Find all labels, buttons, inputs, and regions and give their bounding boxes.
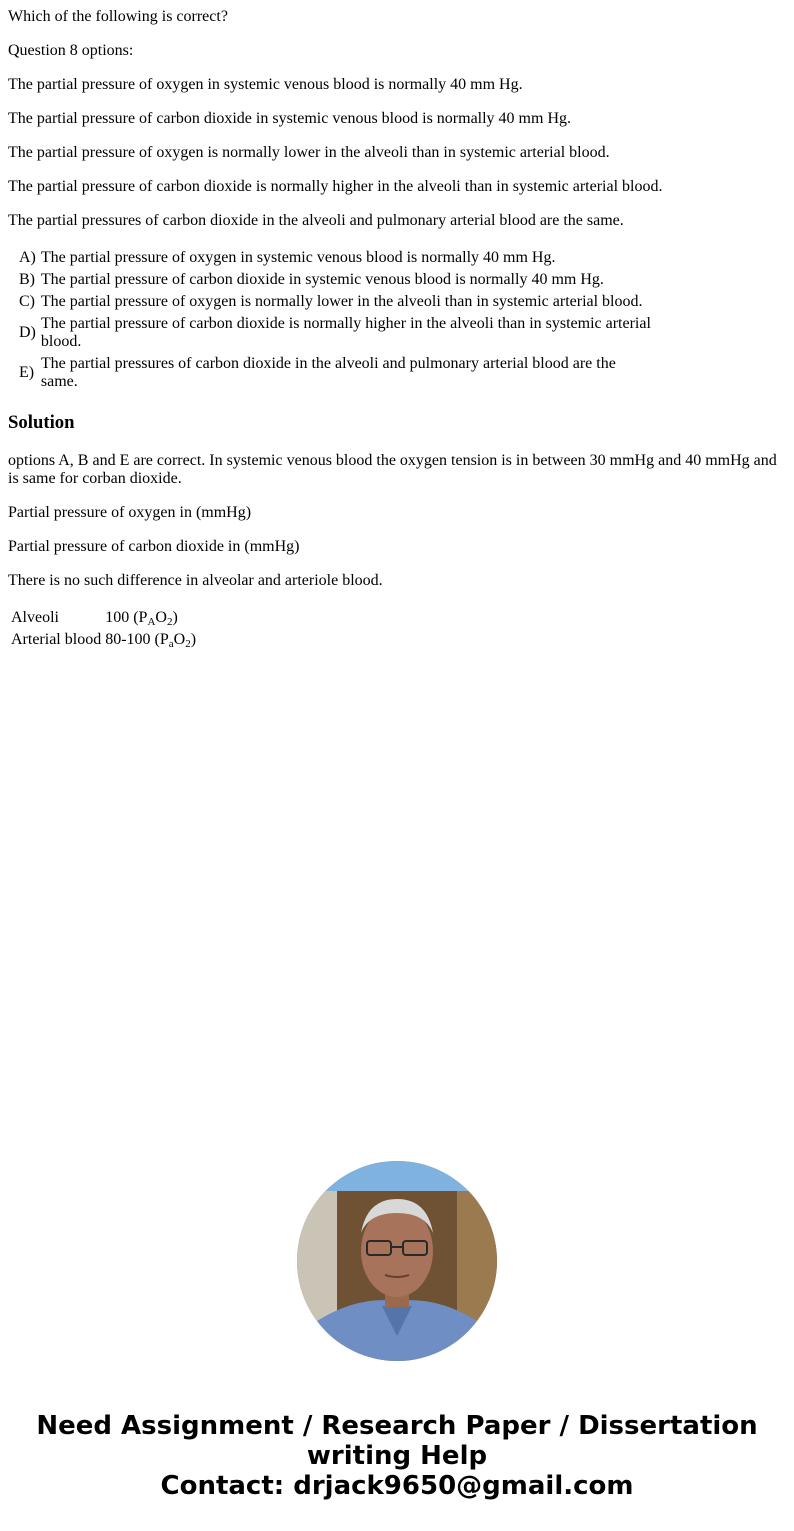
solution-paragraph: Partial pressure of carbon dioxide in (mmHg) <box>8 538 300 555</box>
footer-contact <box>0 1411 794 1501</box>
choice-letter: D) <box>19 324 36 341</box>
statement: The partial pressure of carbon dioxide is normally higher in the alveoli than in systemic arterial blood. <box>8 178 663 195</box>
value-cell: 80-100 $(P_aO_2)$ <box>105 631 197 650</box>
statement: The partial pressures of carbon dioxide in the alveoli and pulmonary arterial blood are the same. <box>8 212 624 229</box>
statement: The partial pressure of oxygen is normally lower in the alveoli than in systemic arterial blood. <box>8 144 610 161</box>
footer-email: Contact: drjack9650@gmail.com <box>160 1471 634 1501</box>
choice-letter: A) <box>19 249 36 266</box>
partial-pressure-table <box>8 606 199 652</box>
table-row <box>10 608 197 628</box>
choice-text: The partial pressures of carbon dioxide in the alveoli and pulmonary arterial blood are the same. <box>40 355 616 390</box>
options-label: Question 8 options: <box>8 42 134 59</box>
footer-line: writing Help <box>306 1441 488 1471</box>
solution-paragraph: options A, B and E are correct. In systemic venous blood the oxygen tension is in between 30 mmHg and 40 mmHg and is same for corban dioxide. <box>8 452 777 487</box>
choice-text: The partial pressure of carbon dioxide in systemic venous blood is normally 40 mm Hg. <box>40 271 604 288</box>
site-cell: Alveoli <box>11 609 59 626</box>
choice-row <box>18 270 654 290</box>
value-cell: 100 $(P_AO_2)$ <box>105 609 178 628</box>
choices-table <box>16 246 656 394</box>
statement: The partial pressure of carbon dioxide in systemic venous blood is normally 40 mm Hg. <box>8 110 571 127</box>
table-row <box>10 630 197 650</box>
solution-paragraph: Partial pressure of oxygen in (mmHg) <box>8 504 252 521</box>
choice-letter: C) <box>19 293 35 310</box>
choice-row <box>18 354 654 392</box>
choice-letter: E) <box>19 364 35 381</box>
document-body <box>0 8 794 652</box>
question-prompt: Which of the following is correct? <box>8 8 228 25</box>
statement: The partial pressure of oxygen in systemic venous blood is normally 40 mm Hg. <box>8 76 523 93</box>
site-cell: Arterial blood <box>11 631 102 648</box>
choice-row <box>18 248 654 268</box>
author-photo <box>297 1161 497 1361</box>
solution-paragraph: There is no such difference in alveolar and arteriole blood. <box>8 572 383 589</box>
choice-text: The partial pressure of oxygen is normally lower in the alveoli than in systemic arterial blood. <box>40 293 643 310</box>
choice-text: The partial pressure of carbon dioxide is normally higher in the alveoli than in systemic arterial blood. <box>40 315 651 350</box>
solution-heading: Solution <box>8 412 75 433</box>
footer-line: Need Assignment / Research Paper / Dissertation <box>36 1411 758 1441</box>
choice-text: The partial pressure of oxygen in systemic venous blood is normally 40 mm Hg. <box>40 249 556 266</box>
choice-row <box>18 292 654 312</box>
choice-row <box>18 314 654 352</box>
choice-letter: B) <box>19 271 35 288</box>
portrait-image <box>297 1161 497 1361</box>
